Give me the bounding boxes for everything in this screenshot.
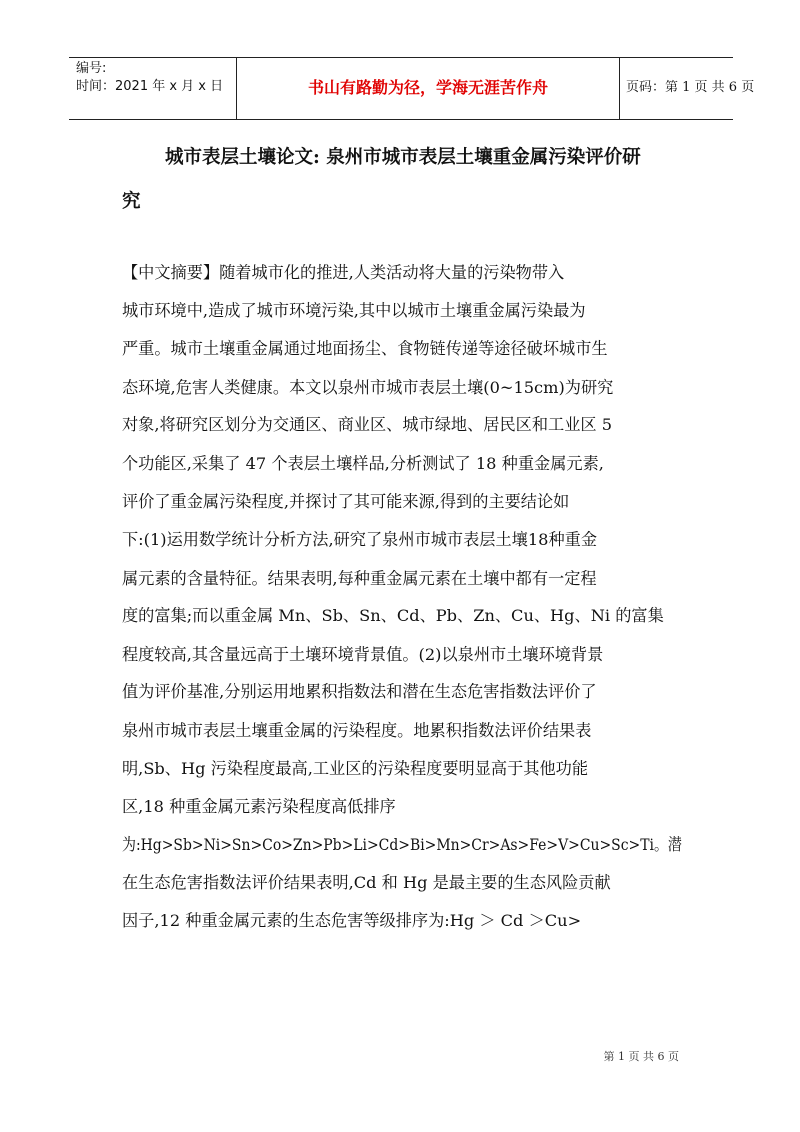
body-line: 在生态危害指数法评价结果表明,Cd 和 Hg 是最主要的生态风险贡献 (122, 873, 611, 892)
document-number-label: 编号: (76, 61, 107, 76)
body-line: 泉州市城市表层土壤重金属的污染程度。地累积指数法评价结果表 (122, 721, 592, 740)
page-title (122, 136, 682, 224)
body-line: 程度较高,其含量远高于土壤环境背景值。(2)以泉州市土壤环境背景 (122, 645, 604, 664)
document-time: 时间：2021 年 x 月 x 日 (76, 79, 224, 94)
body-line: 为:Hg>Sb>Ni>Sn>Co>Zn>Pb>Li>Cd>Bi>Mn>Cr>As>Fe>V>Cu>Sc>Ti。潜 (122, 835, 682, 854)
body-line: 度的富集;而以重金属 Mn、Sb、Sn、Cd、Pb、Zn、Cu、Hg、Ni 的富集 (122, 606, 664, 625)
title-line-2: 究 (122, 191, 141, 212)
header-meta-cell (69, 58, 235, 119)
body-line: 区,18 种重金属元素污染程度高低排序 (122, 797, 396, 816)
body-line: 态环境,危害人类健康。本文以泉州市城市表层土壤(0~15cm)为研究 (122, 378, 614, 397)
page-footer: 第 1 页 共 6 页 (603, 1050, 679, 1063)
body-line: 个功能区,采集了 47 个表层土壤样品,分析测试了 18 种重金属元素, (122, 454, 604, 473)
body-line: 严重。城市土壤重金属通过地面扬尘、食物链传递等途径破坏城市生 (122, 339, 608, 358)
body-line: 属元素的含量特征。结果表明,每种重金属元素在土壤中都有一定程 (122, 569, 597, 588)
body-line: 【中文摘要】随着城市化的推进,人类活动将大量的污染物带入 (122, 263, 565, 282)
body-line: 明,Sb、Hg 污染程度最高,工业区的污染程度要明显高于其他功能 (122, 759, 589, 778)
header-table (69, 57, 755, 120)
body-line: 评价了重金属污染程度,并探讨了其可能来源,得到的主要结论如 (122, 492, 570, 511)
body-line: 因子,12 种重金属元素的生态危害等级排序为:Hg ＞ Cd ＞Cu> (122, 911, 582, 930)
body-line: 城市环境中,造成了城市环境污染,其中以城市土壤重金属污染最为 (122, 301, 586, 320)
body-line: 对象,将研究区划分为交通区、商业区、城市绿地、居民区和工业区 5 (122, 415, 613, 434)
header-page-cell (619, 58, 755, 119)
title-line-1: 城市表层土壤论文: 泉州市城市表层土壤重金属污染评价研 (165, 147, 641, 168)
body-line: 值为评价基准,分别运用地累积指数法和潜在生态危害指数法评价了 (122, 682, 597, 701)
motto-text: 书山有路勤为径，学海无涯苦作舟 (307, 78, 548, 97)
page-info: 页码：第 1 页 共 6 页 (626, 80, 755, 95)
header-motto-cell (236, 58, 620, 119)
body-line: 下:(1)运用数学统计分析方法,研究了泉州市城市表层土壤18种重金 (122, 530, 597, 549)
